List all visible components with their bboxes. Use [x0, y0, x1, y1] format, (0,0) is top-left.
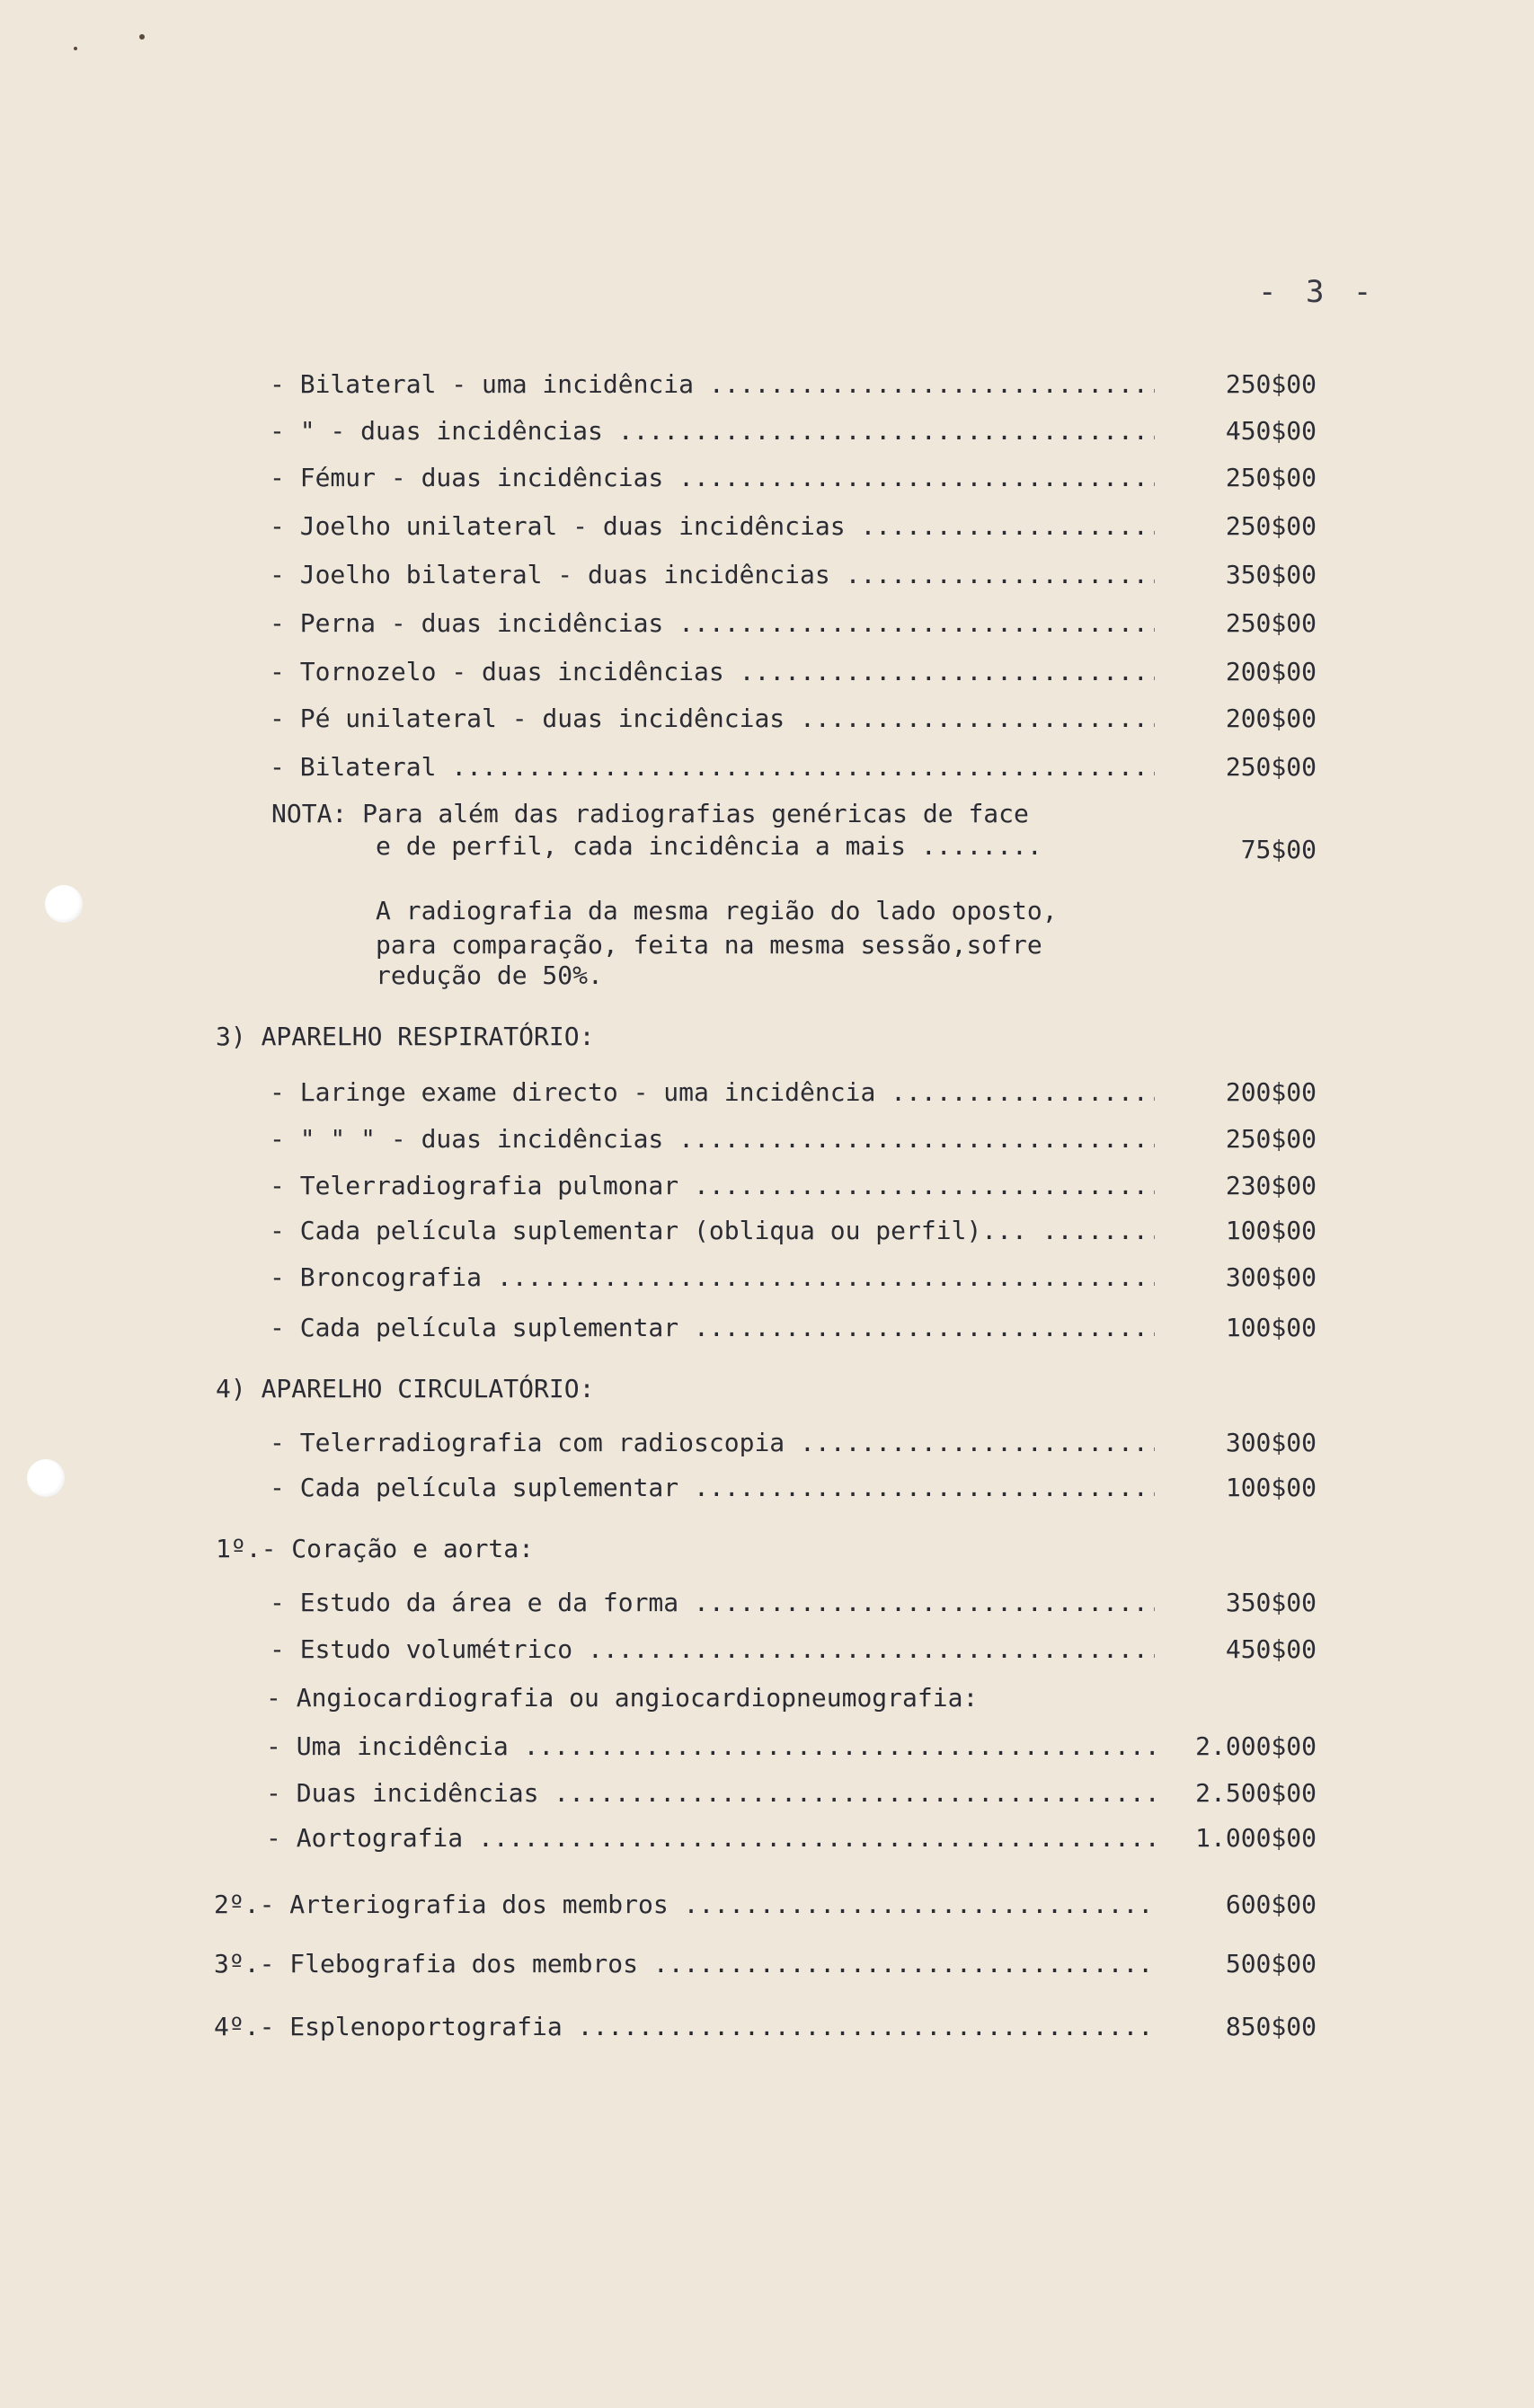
item-price: 450$00 — [1225, 416, 1317, 446]
comparison-note-line-2: para comparação, feita na mesma sessão,sofre — [376, 930, 1042, 960]
item-description: - Telerradiografia com radioscopia ..... — [270, 1425, 1155, 1461]
price-row — [266, 1820, 1317, 1856]
angiocardiografia-heading: - Angiocardiografia ou angiocardiopneumografia: — [266, 1683, 979, 1713]
item-description: - Duas incidências ..... — [266, 1775, 1165, 1811]
section-heading-respiratorio: 3) APARELHO RESPIRATÓRIO: — [216, 1022, 595, 1051]
paper-speck — [139, 34, 145, 40]
item-price: 300$00 — [1225, 1262, 1317, 1292]
item-description: - Fémur - duas incidências ..... — [270, 460, 1155, 496]
item-description: - Broncografia ..... — [270, 1260, 1155, 1296]
price-row — [214, 2009, 1317, 2045]
punch-hole-bottom — [27, 1459, 65, 1497]
price-row — [270, 701, 1317, 737]
item-price: 2.000$00 — [1195, 1731, 1317, 1761]
price-row — [270, 1213, 1317, 1249]
item-description: - Cada película suplementar ..... — [270, 1470, 1155, 1506]
price-row — [270, 413, 1317, 449]
price-row — [270, 654, 1317, 690]
item-description: 2º.- Arteriografia dos membros ..... — [214, 1887, 1153, 1923]
item-description: - Cada película suplementar (obliqua ou perfil)... ..... — [270, 1213, 1155, 1249]
item-price: 200$00 — [1225, 1077, 1317, 1107]
item-description: - Bilateral - uma incidência ..... — [270, 367, 1155, 403]
item-price: 350$00 — [1225, 1588, 1317, 1617]
item-description: - Estudo volumétrico ..... — [270, 1632, 1155, 1668]
item-description: - Estudo da área e da forma ..... — [270, 1585, 1155, 1621]
price-row — [214, 1887, 1317, 1923]
item-description: 3º.- Flebografia dos membros ..... — [214, 1946, 1153, 1982]
item-price: 300$00 — [1225, 1428, 1317, 1457]
item-description: - Bilateral ..... — [270, 749, 1155, 785]
price-row — [270, 557, 1317, 593]
item-description: - Perna - duas incidências ..... — [270, 606, 1155, 642]
item-price: 350$00 — [1225, 560, 1317, 589]
price-row — [270, 1121, 1317, 1157]
price-row — [270, 1425, 1317, 1461]
item-description: - " - duas incidências ..... — [270, 413, 1155, 449]
item-price: 250$00 — [1225, 1124, 1317, 1154]
item-price: 250$00 — [1225, 369, 1317, 399]
price-row — [270, 1632, 1317, 1668]
page-number: - 3 - — [1258, 274, 1378, 310]
comparison-note-line-1: A radiografia da mesma região do lado oposto, — [376, 896, 1058, 925]
punch-hole-top — [45, 885, 83, 923]
comparison-note-line-3: redução de 50%. — [376, 961, 603, 990]
nota-price: 75$00 — [1240, 835, 1317, 864]
price-row — [270, 1585, 1317, 1621]
item-price: 250$00 — [1225, 463, 1317, 492]
price-row — [270, 367, 1317, 403]
item-price: 200$00 — [1225, 657, 1317, 686]
item-description: - Tornozelo - duas incidências ..... — [270, 654, 1155, 690]
nota-line-1: NOTA: Para além das radiografias genéricas de face — [271, 799, 1029, 828]
item-price: 250$00 — [1225, 608, 1317, 638]
subsection-heading-coracao: 1º.- Coração e aorta: — [216, 1534, 535, 1563]
item-price: 1.000$00 — [1195, 1823, 1317, 1853]
item-description: - Uma incidência ..... — [266, 1729, 1165, 1765]
price-row — [270, 606, 1317, 642]
item-description: - Telerradiografia pulmonar ..... — [270, 1168, 1155, 1204]
item-description: - " " " - duas incidências ..... — [270, 1121, 1155, 1157]
item-description: - Aortografia ..... — [266, 1820, 1165, 1856]
item-price: 2.500$00 — [1195, 1778, 1317, 1808]
item-price: 850$00 — [1225, 2012, 1317, 2041]
item-price: 100$00 — [1225, 1216, 1317, 1245]
item-description: - Cada película suplementar ..... — [270, 1310, 1155, 1346]
item-price: 600$00 — [1225, 1890, 1317, 1919]
price-row — [266, 1775, 1317, 1811]
item-price: 100$00 — [1225, 1313, 1317, 1342]
price-row — [266, 1729, 1317, 1765]
price-row — [270, 460, 1317, 496]
item-description: - Joelho unilateral - duas incidências ..... — [270, 509, 1155, 544]
item-price: 200$00 — [1225, 704, 1317, 733]
item-price: 230$00 — [1225, 1171, 1317, 1200]
price-row — [270, 1075, 1317, 1111]
item-price: 250$00 — [1225, 752, 1317, 782]
price-row — [270, 509, 1317, 544]
item-price: 450$00 — [1225, 1634, 1317, 1664]
price-row — [270, 749, 1317, 785]
paper-speck — [74, 47, 77, 50]
price-row — [270, 1168, 1317, 1204]
item-price: 500$00 — [1225, 1949, 1317, 1979]
section-heading-circulatorio: 4) APARELHO CIRCULATÓRIO: — [216, 1374, 595, 1403]
nota-line-2: e de perfil, cada incidência a mais ........ — [376, 831, 1042, 861]
item-description: - Pé unilateral - duas incidências ..... — [270, 701, 1155, 737]
item-description: - Laringe exame directo - uma incidência ..... — [270, 1075, 1155, 1111]
price-row — [270, 1260, 1317, 1296]
price-row — [270, 1310, 1317, 1346]
item-description: - Joelho bilateral - duas incidências ..... — [270, 557, 1155, 593]
item-description: 4º.- Esplenoportografia ..... — [214, 2009, 1153, 2045]
price-row — [270, 1470, 1317, 1506]
item-price: 100$00 — [1225, 1473, 1317, 1502]
price-row — [214, 1946, 1317, 1982]
item-price: 250$00 — [1225, 511, 1317, 541]
